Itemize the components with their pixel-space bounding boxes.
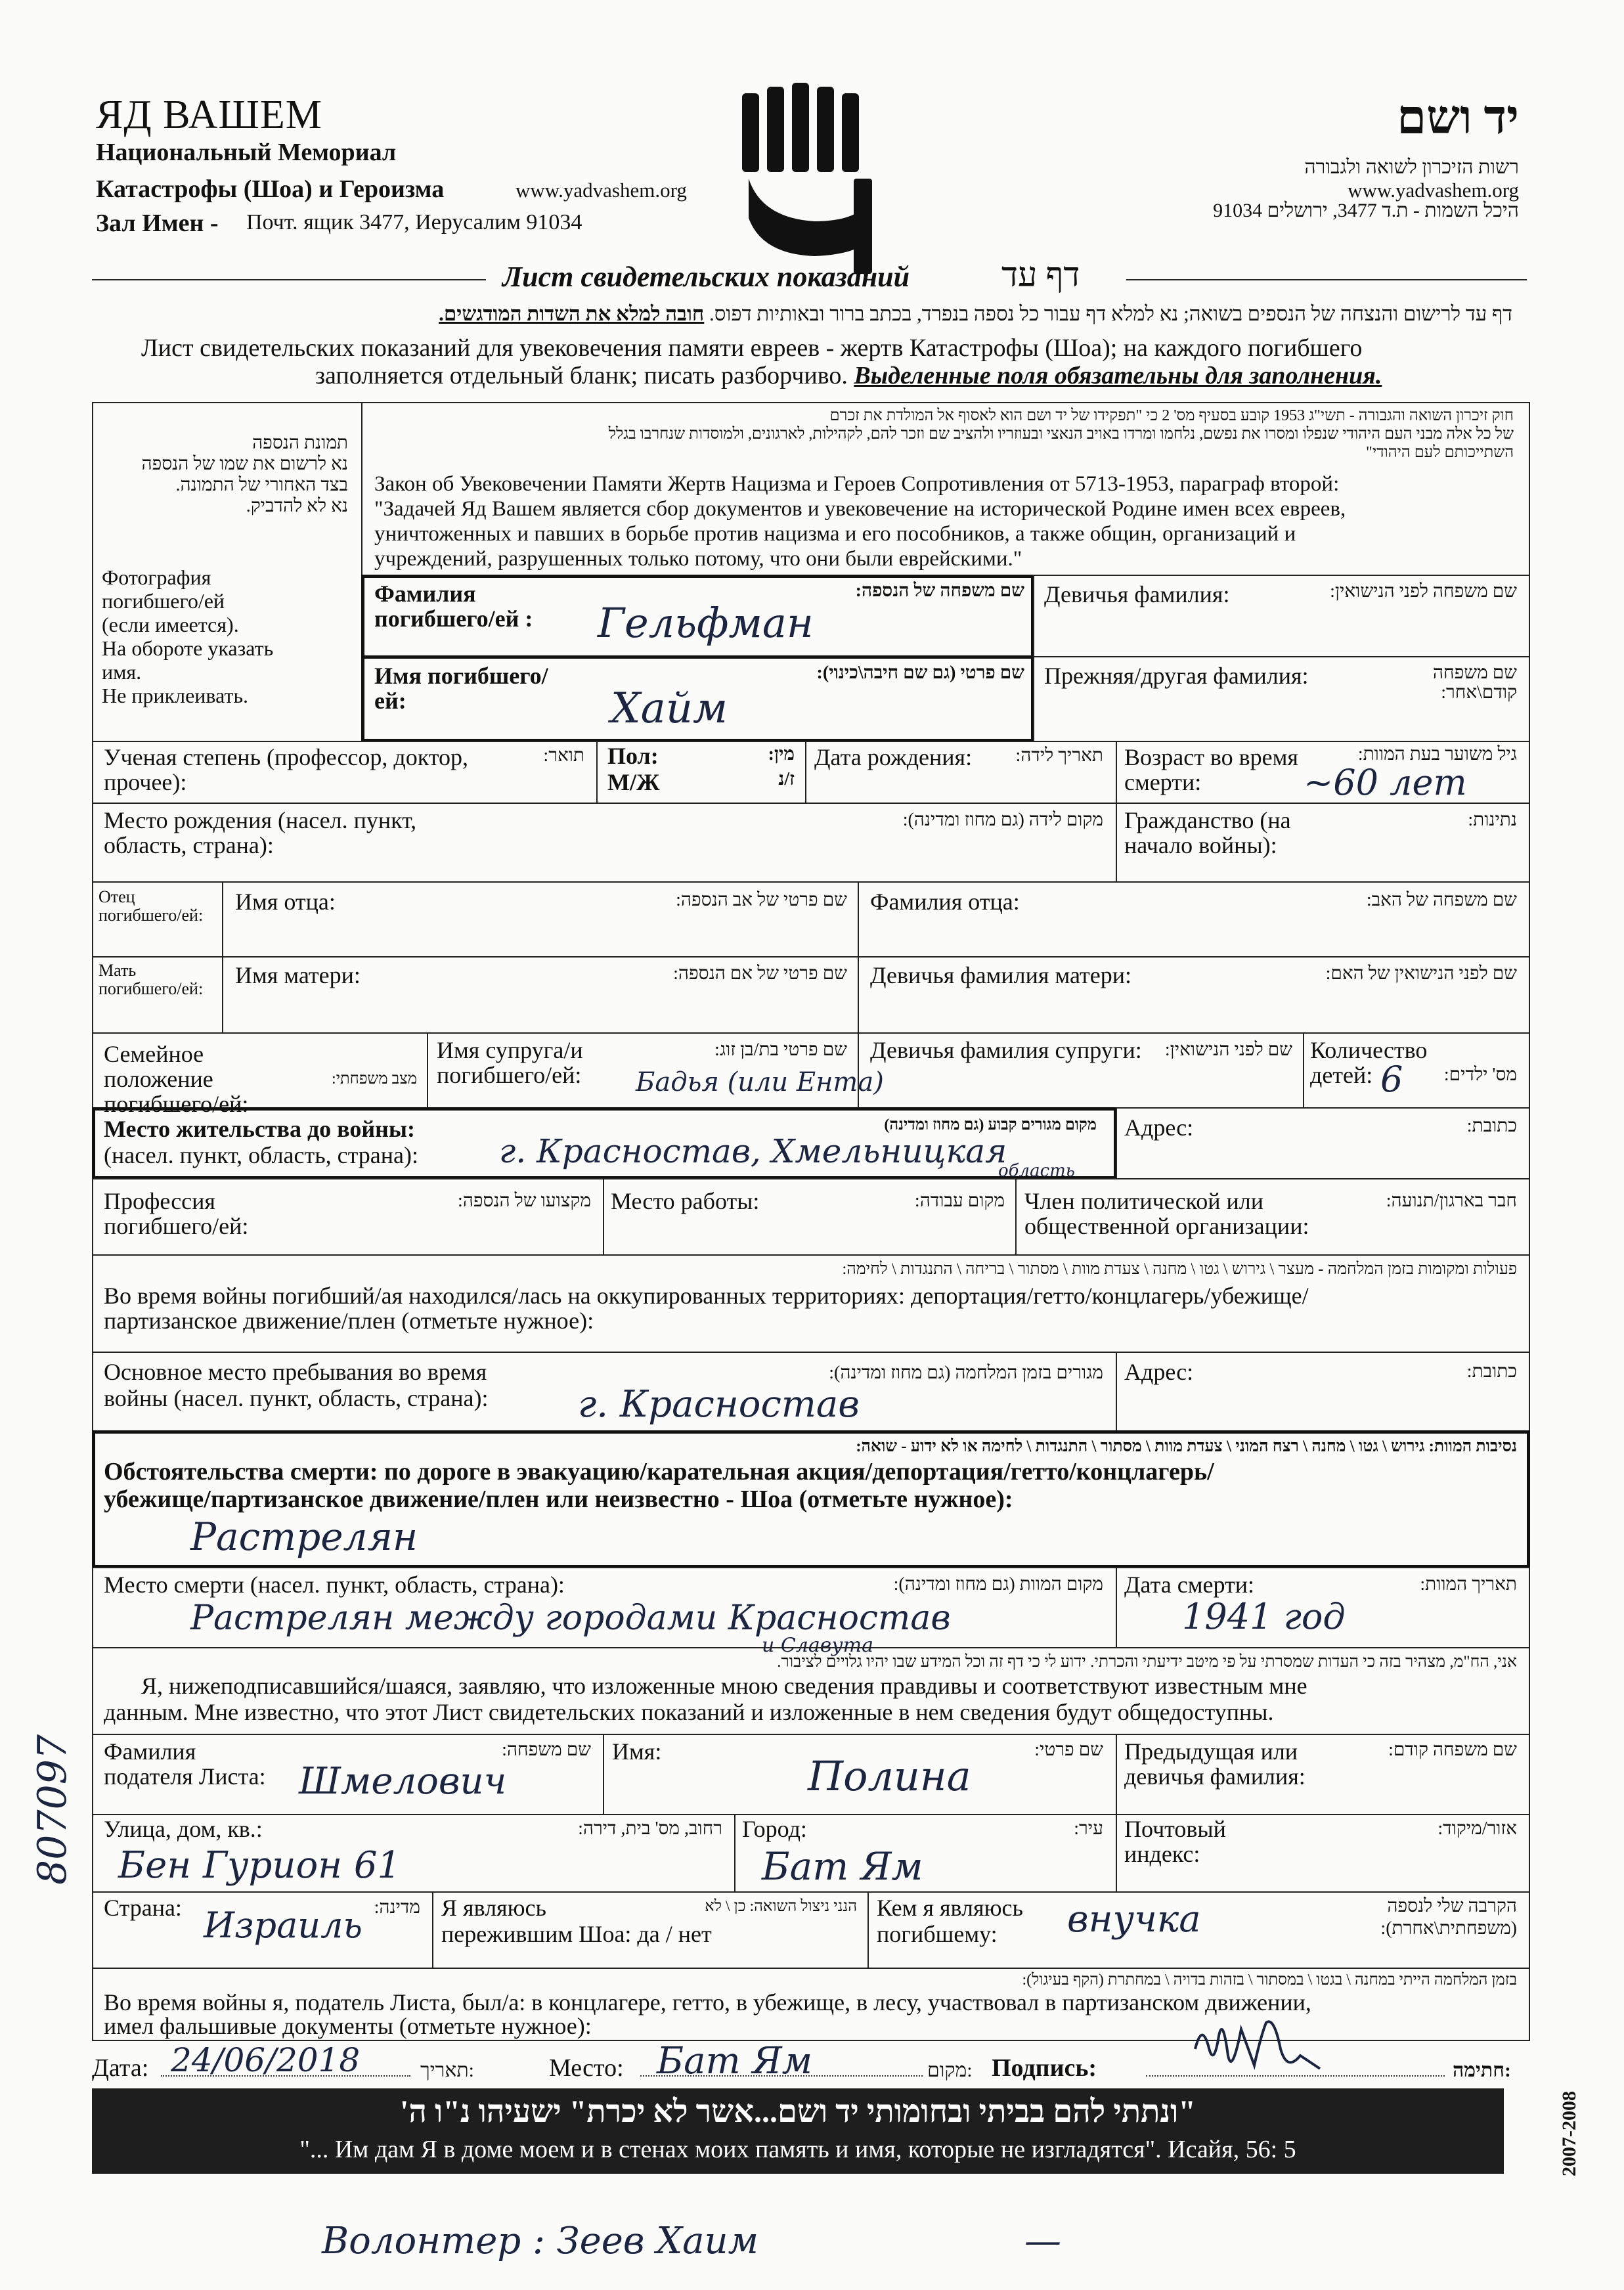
photo-he-2: נא לרשום את שמו של הנספה xyxy=(141,454,348,474)
country-value: Израиль xyxy=(204,1905,362,1946)
zip-label-ru: Почтовый индекс: xyxy=(1124,1816,1226,1867)
form-title-ru: Лист свидетельских показаний xyxy=(502,261,910,293)
age-label-he: גיל משוער בעת המוות: xyxy=(1357,744,1517,764)
intro-ru-line2 xyxy=(315,361,1382,390)
residence-address-label-ru: Адрес: xyxy=(1124,1114,1194,1141)
url-left: www.yadvashem.org xyxy=(516,179,687,202)
declaration-ru-2: данным. Мне известно, что этот Лист свидетельских показаний и изложенные в нем сведения будут общедоступны. xyxy=(104,1699,1274,1725)
submitter-surname-label-he: שם משפחה: xyxy=(502,1740,591,1760)
maiden-label-ru: Девичья фамилия: xyxy=(1044,581,1230,607)
photo-ru-2: погибшего/ей xyxy=(102,589,225,613)
declaration-ru-1: Я, нижеподписавшийся/шаяся, заявляю, что изложенные мною сведения правдивы и соответствуют известным мне xyxy=(141,1673,1307,1699)
volunteer-note: Волонтер : Зеев Хаим xyxy=(322,2220,758,2262)
dob-label-ru: Дата рождения: xyxy=(814,744,973,770)
intro-ru-text: заполняется отдельный бланк; писать разборчиво. xyxy=(315,362,848,389)
law-ru-4: учреждений, разрушенных только потому, что они были еврейскими." xyxy=(374,547,1022,571)
birthplace-label-he: מקום לידה (גם מחוז ומדינה): xyxy=(902,810,1103,830)
war-residence-ru-1: Основное место пребывания во время xyxy=(104,1359,487,1385)
intro-he xyxy=(133,302,1512,326)
yad-vashem-logo-icon xyxy=(735,80,887,277)
victim-name-value: Хайм xyxy=(611,684,728,733)
children-label-he: מס' ילדים: xyxy=(1443,1065,1517,1085)
country-label-he: מדינה: xyxy=(374,1897,420,1918)
sign-place-label-he: מקום: xyxy=(927,2059,973,2081)
residence-label-ru: Место жительства до войны: xyxy=(104,1116,415,1142)
age-label-ru: Возраст во время смерти: xyxy=(1124,744,1298,795)
submitter-prev-label-he: שם משפחה קודם: xyxy=(1388,1740,1517,1760)
survivor-label-ru-2: пережившим Шоа: да / нет xyxy=(441,1921,712,1947)
intro-he-text: דף עד לרישום והנצחה של הנספים בשואה; נא למלא דף עבור כל נספה בנפרד, בכתב ברור ובאותיות דפוס. xyxy=(709,302,1512,325)
father-surname-label-he: שם משפחה של האב: xyxy=(1366,890,1517,910)
spouse-value: Бадья (или Ента) xyxy=(636,1067,884,1097)
sex-label-ru: Пол: xyxy=(607,743,659,769)
photo-ru-5: имя. xyxy=(102,660,142,684)
relation-label-ru-1: Кем я являюсь xyxy=(877,1895,1023,1921)
title-rule-right xyxy=(1126,279,1527,280)
photo-he-4: נא לא להדביק. xyxy=(246,496,348,516)
sex-value-he: ז/נ xyxy=(778,769,795,789)
citizenship-label-ru: Гражданство (на начало войны): xyxy=(1124,807,1291,858)
photo-he-3: בצד האחורי של התמונה. xyxy=(175,475,348,495)
death-circumstances-value: Растрелян xyxy=(190,1514,418,1559)
degree-label-he: תואר: xyxy=(543,745,584,766)
death-place-label-ru: Место смерти (насел. пункт, область, страна): xyxy=(104,1572,565,1598)
submitter-war-he: בזמן המלחמה הייתי במחנה \ בגטו \ במסתור \ בזהות בדויה \ במחתרת (הקף בעיגול): xyxy=(1022,1971,1517,1989)
quote-he: "ונתתי להם בביתי ובחומותי יד ושם...אשר לא יכרת" ישעיהו נ"ו ה' xyxy=(400,2094,1196,2129)
spouse-label-ru: Имя супруга/и погибшего/ей: xyxy=(437,1037,583,1088)
organization-label-ru: Член политической или общественной организации: xyxy=(1024,1188,1309,1239)
intro-ru-bold: Выделенные поля обязательны для заполнения. xyxy=(854,362,1382,389)
citizenship-label-he: נתינות: xyxy=(1468,810,1517,830)
survivor-label-ru-1: Я являюсь xyxy=(441,1895,546,1921)
residence-value: г. Красностав, Хмельницкая xyxy=(499,1132,1007,1170)
relation-label-he-2: (משפחתית\אחרת): xyxy=(1380,1918,1517,1939)
profession-label-ru: Профессия погибшего/ей: xyxy=(104,1188,249,1239)
mother-name-label-he: שם פרטי של אם הנספה: xyxy=(673,963,847,984)
death-date-label-ru: Дата смерти: xyxy=(1124,1572,1255,1598)
war-activity-ru-2: партизанское движение/плен (отметьте нужное): xyxy=(104,1308,594,1334)
photo-ru-1: Фотография xyxy=(102,565,211,589)
law-he-1: חוק זיכרון השואה והגבורה - תשי"ג 1953 קובע בסעיף מס' 2 כי "תפקידו של יד ושם הוא לאסוף אל המולדת את זכרם xyxy=(829,407,1514,424)
prev-label-he: שם משפחה קודם\אחר: xyxy=(1432,663,1517,703)
death-circumstances-ru-1: Обстоятельства смерти: по дороге в эвакуацию/карательная акция/депортация/гетто/концлагерь/ xyxy=(104,1458,1214,1486)
maiden-label-he: שם משפחה לפני הנישואין: xyxy=(1330,581,1517,602)
sign-date-label-he: תאריך: xyxy=(420,2059,474,2081)
war-address-label-ru: Адрес: xyxy=(1124,1359,1194,1385)
spouse-label-he: שם פרטי בת/בן זוג: xyxy=(714,1040,847,1060)
submitter-war-ru-1: Во время войны я, податель Листа, был/а: в концлагере, гетто, в убежище, в лесу, участвовал в партизанском движении, xyxy=(104,1989,1311,2015)
authority-he: רשות הזיכרון לשואה ולגבורה xyxy=(1304,156,1519,178)
relation-value: внучка xyxy=(1067,1898,1201,1941)
memorial-name-ru: Национальный Мемориал xyxy=(96,139,397,166)
sign-place-value[interactable]: Бат Ям xyxy=(657,2040,813,2082)
sign-date-label-ru: Дата: xyxy=(92,2054,149,2082)
degree-label-ru: Ученая степень (профессор, доктор, прочее): xyxy=(104,744,468,795)
intro-he-bold: חובה למלא את השדות המודגשים. xyxy=(439,302,705,325)
hall-of-names-he: היכל השמות - ת.ד 3477, ירושלים 91034 xyxy=(1213,200,1519,221)
spouse-maiden-label-he: שם לפני הנישואין: xyxy=(1164,1040,1292,1060)
profession-label-he: מקצועו של הנספה: xyxy=(457,1191,591,1211)
signature-scribble-icon[interactable] xyxy=(1189,2010,1346,2082)
war-residence-value: г. Красностав xyxy=(578,1383,860,1426)
catastrophe-name-ru: Катастрофы (Шоа) и Героизма xyxy=(96,175,445,203)
law-ru-3: уничтоженных и павших в борьбе против нацизма и его пособников, а также общин, организаций и xyxy=(374,522,1296,546)
sex-value-ru[interactable]: М/Ж xyxy=(607,769,660,795)
submitter-war-ru-2: имел фальшивые документы (отметьте нужное): xyxy=(104,2013,592,2039)
declaration-he: אני, הח"מ, מצהיר בזה כי העדות שמסרתי על פי מיטב ידיעתי והכרתי. ידוע לי כי דף זה וכל המידע שבו יהיו גלויים לציבור. xyxy=(777,1653,1517,1671)
marital-label-he: מצב משפחתי: xyxy=(332,1070,417,1088)
photo-ru-3: (если имеется). xyxy=(102,613,239,636)
volunteer-initial: — xyxy=(1024,2220,1061,2262)
prev-label-ru: Прежняя/другая фамилия: xyxy=(1044,663,1309,689)
quote-ru: "... Им дам Я в доме моем и в стенах моих память и имя, которые не изгладятся". Исайя, 56: 5 xyxy=(299,2136,1296,2163)
war-activity-ru-1: Во время войны погибший/ая находился/лась на оккупированных территориях: депортация/гетто/концлагерь/убежище/ xyxy=(104,1283,1309,1309)
workplace-label-he: מקום עבודה: xyxy=(914,1191,1005,1211)
residence-label-he: מקום מגורים קבוע (גם מחוז ומדינה) xyxy=(884,1116,1097,1134)
mother-tag-label: Мать погибшего/ей: xyxy=(99,961,204,998)
url-right: www.yadvashem.org xyxy=(1348,179,1519,202)
street-label-he: רחוב, מס' בית, דירה: xyxy=(578,1818,722,1839)
residence-value-2: область xyxy=(998,1161,1075,1181)
relation-label-he-1: הקרבה שלי לנספה xyxy=(1387,1896,1517,1916)
photo-ru-6: Не приклеивать. xyxy=(102,684,249,707)
mother-name-label-ru: Имя матери: xyxy=(235,962,361,988)
side-number: 807097 xyxy=(30,1734,76,1885)
death-place-label-he: מקום המוות (גם מחוז ומדינה): xyxy=(893,1574,1103,1595)
quote-banner xyxy=(92,2088,1504,2174)
sex-label-he: מין: xyxy=(768,744,795,764)
law-ru-2: "Задачей Яд Вашем является сбор документов и увековечение на исторической Родине имен всех евреев, xyxy=(374,497,1346,521)
war-residence-ru-2: войны (насел. пункт, область, страна): xyxy=(104,1385,489,1411)
death-date-label-he: תאריך המוות: xyxy=(1420,1574,1517,1595)
death-circumstances-he: נסיבות המוות: גירוש \ גטו \ מחנה \ רצח המוני \ צעדת מוות \ מסתור \ התנגדות \ לחימה או לא ידוע - שואה: xyxy=(856,1438,1517,1455)
death-place-value: Растрелян между городами Красностав xyxy=(190,1598,951,1638)
children-value: 6 xyxy=(1380,1059,1403,1100)
victim-name-label-he: שם פרטי (גם שם חיבה\כינוי): xyxy=(816,663,1024,683)
intro-ru-line1: Лист свидетельских показаний для увековечения памяти евреев - жертв Катастрофы (Шоа); на каждого погибшего xyxy=(141,334,1363,362)
victim-surname-label-ru: Фамилия погибшего/ей : xyxy=(374,581,533,632)
mother-maiden-label-he: שם לפני הנישואין של האם: xyxy=(1325,963,1517,984)
form-title-he: דף עד xyxy=(1001,257,1080,294)
residence-sub-ru: (насел. пункт, область, страна): xyxy=(104,1142,419,1168)
victim-surname-label-he: שם משפחה של הנספה: xyxy=(855,581,1024,601)
dob-label-he: תאריך לידה: xyxy=(1015,745,1103,766)
city-label-ru: Город: xyxy=(742,1816,807,1842)
sign-place-label-ru: Место: xyxy=(549,2054,624,2082)
submitter-name-label-ru: Имя: xyxy=(612,1738,662,1765)
submitter-prev-label-ru: Предыдущая или девичья фамилия: xyxy=(1124,1738,1306,1790)
father-name-label-he: שם פרטי של אב הנספה: xyxy=(676,890,847,910)
death-place-value-2: и Славута xyxy=(762,1634,873,1657)
submitter-surname-value: Шмелович xyxy=(299,1760,507,1803)
mother-maiden-label-ru: Девичья фамилия матери: xyxy=(870,962,1132,988)
sign-label-he: חתימה: xyxy=(1453,2059,1511,2081)
sign-date-value[interactable]: 24/06/2018 xyxy=(171,2041,361,2079)
org-name-ru: ЯД ВАШЕМ xyxy=(96,93,322,137)
po-box-ru: Почт. ящик 3477, Иерусалим 91034 xyxy=(246,210,582,234)
submitter-surname-label-ru: Фамилия подателя Листа: xyxy=(104,1738,266,1790)
city-value: Бат Ям xyxy=(762,1844,923,1889)
war-address-label-he: כתובת: xyxy=(1466,1361,1517,1382)
law-he-2: של כל אלה מבני העם היהודי שנפלו ומסרו את נפשם, נלחמו ומרדו באויב הנאצי ובעוזריו ולהציב שם וזכר להם, לקהילות, לארגונים, ולמוסדות שנחרבו בגלל xyxy=(608,426,1514,443)
submitter-name-value: Полина xyxy=(808,1752,971,1800)
spouse-maiden-label-ru: Девичья фамилия супруги: xyxy=(870,1037,1142,1063)
photo-he-1: תמונת הנספה xyxy=(252,433,348,453)
children-label-ru: Количество детей: xyxy=(1310,1037,1428,1088)
death-date-value: 1941 год xyxy=(1182,1596,1346,1637)
relation-label-ru-2: погибшему: xyxy=(877,1921,998,1947)
law-ru-1: Закон об Увековечении Памяти Жертв Нацизма и Героев Сопротивления от 5713-1953, параграф второй: xyxy=(374,472,1340,496)
form-year: 2007-2008 xyxy=(1558,2091,1580,2176)
sign-label-ru: Подпись: xyxy=(992,2054,1097,2082)
law-he-3: השתייכותם לעם היהודי" xyxy=(1366,444,1514,461)
city-label-he: עיר: xyxy=(1074,1818,1103,1839)
residence-address-label-he: כתובת: xyxy=(1466,1116,1517,1136)
org-name-he: יד ושם xyxy=(1397,91,1519,144)
street-value: Бен Гурион 61 xyxy=(118,1844,401,1887)
war-activity-he: פעולות ומקומות בזמן המלחמה - מעצר \ גירוש \ גטו \ מחנה \ צעדת מוות \ מסתור \ בריחה \ התנגדות \ לחימה: xyxy=(842,1260,1517,1278)
father-name-label-ru: Имя отца: xyxy=(235,889,336,915)
marital-label-ru: Семейное положение погибшего/ей: xyxy=(104,1041,249,1117)
victim-surname-value: Гельфман xyxy=(598,599,814,647)
father-tag-label: Отец погибшего/ей: xyxy=(99,887,204,925)
war-residence-he: מגורים בזמן המלחמה (גם מחוז ומדינה): xyxy=(829,1363,1103,1383)
workplace-label-ru: Место работы: xyxy=(611,1188,760,1214)
submitter-name-label-he: שם פרטי: xyxy=(1034,1740,1103,1760)
hall-of-names-ru: Зал Имен - xyxy=(96,209,219,237)
death-circumstances-ru-2: убежище/партизанское движение/плен или неизвестно - Шоа (отметьте нужное): xyxy=(104,1486,1013,1513)
street-label-ru: Улица, дом, кв.: xyxy=(104,1816,263,1842)
survivor-label-he: הנני ניצול השואה: כן \ לא xyxy=(705,1898,857,1915)
zip-label-he: אזור/מיקוד: xyxy=(1437,1818,1517,1839)
age-value: ~60 лет xyxy=(1304,762,1467,803)
victim-name-label-ru: Имя погибшего/ей: xyxy=(374,663,548,714)
title-rule-left xyxy=(92,279,486,280)
father-surname-label-ru: Фамилия отца: xyxy=(870,889,1020,915)
country-label-ru: Страна: xyxy=(104,1895,182,1921)
organization-label-he: חבר בארגון/תנועה: xyxy=(1386,1191,1517,1211)
birthplace-label-ru: Место рождения (насел. пункт, область, страна): xyxy=(104,807,417,858)
photo-ru-4: На обороте указать xyxy=(102,636,274,660)
